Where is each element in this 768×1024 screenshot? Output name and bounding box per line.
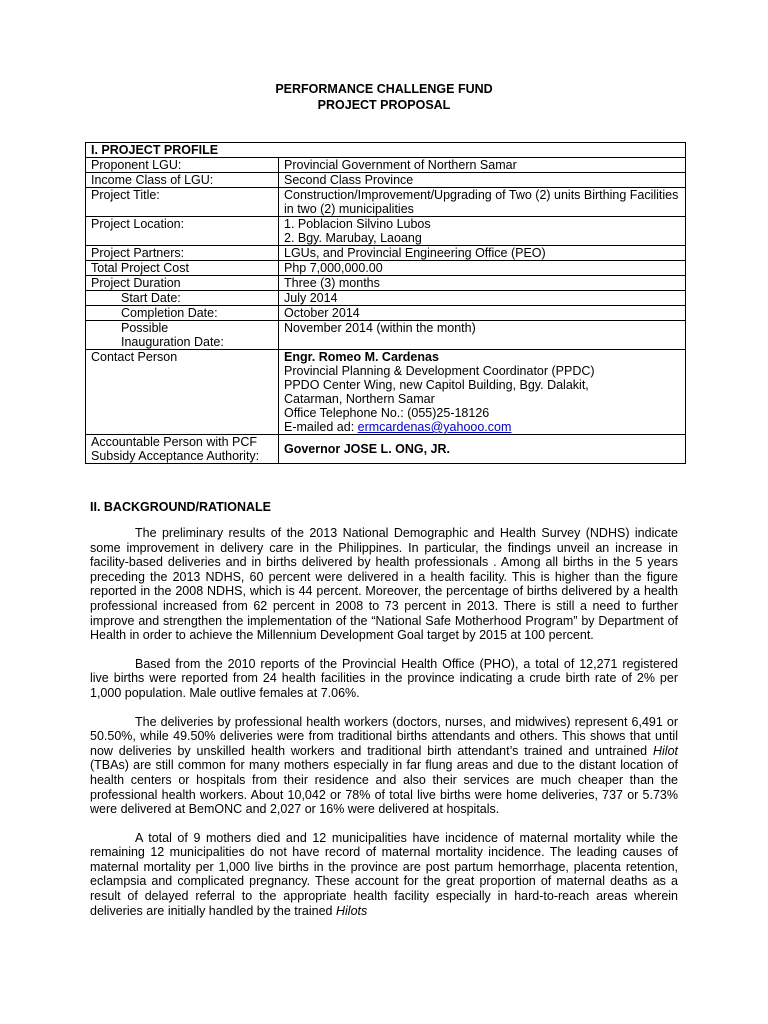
row-label: Proponent LGU: — [86, 158, 279, 173]
inauguration-label-line2: Inauguration Date: — [121, 335, 224, 349]
contact-address: PPDO Center Wing, new Capitol Building, Bgy. Dalakit, — [284, 378, 589, 392]
document-title: PERFORMANCE CHALLENGE FUND — [275, 82, 493, 96]
start-date-label: Start Date: — [121, 291, 181, 305]
contact-address: Catarman, Northern Samar — [284, 392, 435, 406]
contact-email-line — [284, 420, 685, 434]
background-text — [90, 526, 678, 932]
location-item: 1. Poblacion Silvino Lubos — [284, 217, 431, 231]
row-label — [86, 321, 279, 350]
row-value: October 2014 — [279, 306, 686, 321]
project-profile-table — [85, 142, 686, 464]
table-row — [86, 350, 686, 435]
table-row — [86, 246, 686, 261]
row-label — [86, 306, 279, 321]
document-subtitle: PROJECT PROPOSAL — [317, 98, 451, 112]
paragraph-text: The deliveries by professional health workers (doctors, nurses, and midwives) represent 6,491 or 50.50%, while 49.50% deliveries were from traditional births attendants and others. This shows that until now deliveries by unskilled health workers and traditional birth attendant’s trained and untrained — [90, 714, 678, 758]
row-value: Construction/Improvement/Upgrading of Two (2) units Birthing Facilities in two (2) municipalities — [279, 188, 686, 217]
row-label: Project Location: — [86, 217, 279, 246]
table-row — [86, 158, 686, 173]
contact-position: Provincial Planning & Development Coordinator (PPDC) — [284, 364, 595, 378]
table-row — [86, 143, 686, 158]
table-row — [86, 173, 686, 188]
table-row — [86, 276, 686, 291]
paragraph-text: (TBAs) are still common for many mothers especially in far flung areas and due to the distant location of health centers or hospitals from their residence and also their services are much cheaper than the professional health workers. About 10,042 or 78% of total live births were home deliveries, 737 or 5.73% were delivered at BemONC and 2,027 or 16% were delivered at hospitals. — [90, 758, 678, 817]
email-link[interactable]: ermcardenas@yahooo.com — [357, 420, 512, 434]
row-value: Provincial Government of Northern Samar — [279, 158, 686, 173]
row-value: Php 7,000,000.00 — [279, 261, 686, 276]
italic-term: Hilot — [652, 743, 678, 758]
row-value: November 2014 (within the month) — [279, 321, 686, 350]
table-row — [86, 321, 686, 350]
location-item: 2. Bgy. Marubay, Laoang — [284, 231, 422, 245]
paragraph — [90, 831, 678, 919]
table-row — [86, 291, 686, 306]
table-row — [86, 435, 686, 464]
table-row — [86, 261, 686, 276]
table-row — [86, 188, 686, 217]
contact-phone: Office Telephone No.: (055)25-18126 — [284, 406, 490, 420]
row-value: Second Class Province — [279, 173, 686, 188]
row-label: Project Partners: — [86, 246, 279, 261]
row-label — [86, 291, 279, 306]
table-row — [86, 217, 686, 246]
row-label: Project Title: — [86, 188, 279, 217]
email-label: E-mailed ad: — [284, 420, 358, 434]
contact-name: Engr. Romeo M. Cardenas — [284, 350, 439, 364]
row-label: Contact Person — [86, 350, 279, 435]
row-label: Accountable Person with PCF Subsidy Acceptance Authority: — [86, 435, 279, 464]
section-heading: II. BACKGROUND/RATIONALE — [90, 500, 272, 514]
row-value — [279, 350, 686, 435]
row-value: Governor JOSE L. ONG, JR. — [279, 435, 686, 464]
row-value: July 2014 — [279, 291, 686, 306]
paragraph: The preliminary results of the 2013 National Demographic and Health Survey (NDHS) indicate some improvement in delivery care in the Philippines. In particular, the findings unveil an increase in facility-based deliveries and in births delivered by health professionals . Among all births in the 5 years preceding the 2013 NDHS, 60 percent were delivered in a health facility. This is higher than the figure reported in the 2008 NDHS, which is 44 percent. Moreover, the percentage of births delivered by a health professional increased from 62 percent in 2008 to 73 percent in 2013. There is still a need to further improve and strengthen the implementation of the “National Safe Motherhood Program” by Department of Health in order to achieve the Millennium Development Goal target by 2015 at 100 percent. — [90, 526, 678, 643]
row-value — [279, 217, 686, 246]
section-title: I. PROJECT PROFILE — [86, 143, 686, 158]
row-value: Three (3) months — [279, 276, 686, 291]
italic-term: Hilots — [335, 903, 368, 918]
paragraph: Based from the 2010 reports of the Provincial Health Office (PHO), a total of 12,271 registered live births were reported from 24 health facilities in the province indicating a crude birth rate of 2% per 1,000 population. Male outlive females at 7.06%. — [90, 656, 678, 700]
inauguration-label-line1: Possible — [121, 321, 169, 335]
row-label: Project Duration — [86, 276, 279, 291]
row-label: Total Project Cost — [86, 261, 279, 276]
paragraph — [90, 715, 678, 817]
paragraph-text: A total of 9 mothers died and 12 municipalities have incidence of maternal mortality while the remaining 12 municipalities do not have record of maternal mortality incidence. The leading causes of maternal mortality per 1,000 live births in the province are post partum hemorrhage, placenta retention, eclampsia and complicated pregnancy. These account for the great proportion of maternal deaths as a result of delayed referral to the appropriate health facility especially in hard-to-reach areas wherein deliveries are initially handled by the trained — [90, 830, 678, 918]
row-label: Income Class of LGU: — [86, 173, 279, 188]
row-value: LGUs, and Provincial Engineering Office (PEO) — [279, 246, 686, 261]
completion-date-label: Completion Date: — [121, 306, 218, 320]
table-row — [86, 306, 686, 321]
